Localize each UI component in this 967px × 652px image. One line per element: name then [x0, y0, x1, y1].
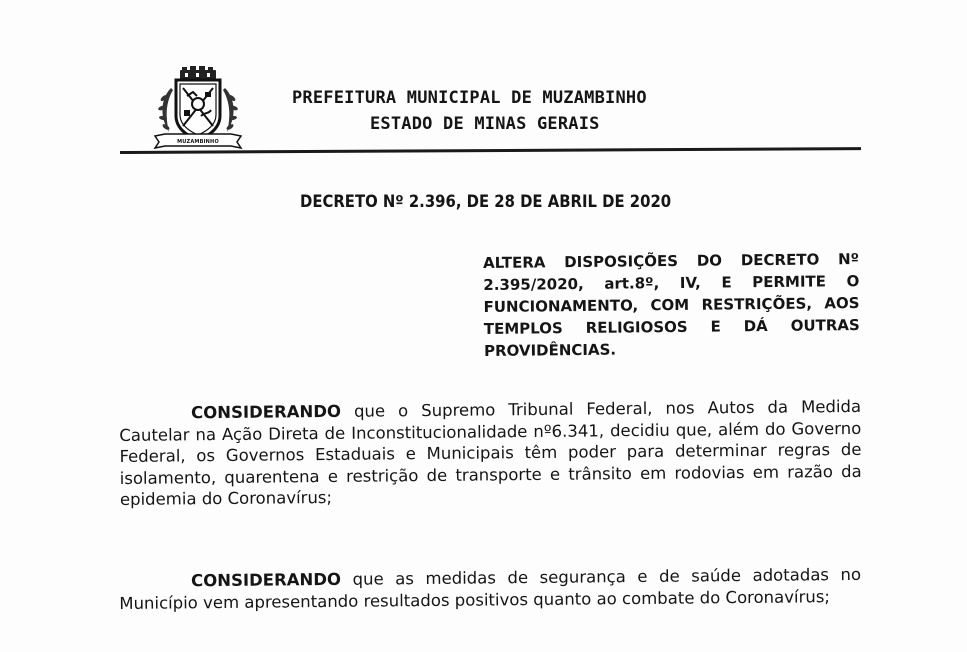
municipal-coat-of-arms-icon	[153, 66, 243, 150]
paragraph-lead: CONSIDERANDO	[191, 569, 342, 591]
decree-title: DECRETO Nº 2.396, DE 28 DE ABRIL DE 2020	[300, 192, 672, 211]
paragraph-lead: CONSIDERANDO	[191, 401, 342, 423]
considerando-paragraph	[119, 564, 861, 614]
paragraph-text: que as medidas de segurança e de saúde adotadas no Município vem apresentando resultados positivos quanto ao combate do Coronavírus;	[119, 564, 862, 613]
municipality-name: PREFEITURA MUNICIPAL DE MUZAMBINHO	[292, 88, 647, 108]
crown	[180, 66, 216, 79]
state-name: ESTADO DE MINAS GERAIS	[370, 114, 600, 134]
decree-summary: ALTERA DISPOSIÇÕES DO DECRETO Nº 2.395/2020, art.8º, IV, E PERMITE O FUNCIONAMENTO, COM RESTRIÇÕES, AOS TEMPLOS RELIGIOSOS E DÁ OUTRAS PROVIDÊNCIAS.	[483, 250, 860, 360]
considerando-paragraph	[119, 396, 862, 511]
paragraph-text: que o Supremo Tribunal Federal, nos Autos da Medida Cautelar na Ação Direta de Inconstitucionalidade nº6.341, decidiu que, além do Governo Federal, os Governos Estaduais e Municipais têm poder para determinar regras de isolamento, quarentena e restrição de transporte e trânsito em rodovias em razão da epidemia do Coronavírus;	[119, 396, 862, 509]
crest-motto: MUZAMBINHO	[177, 139, 219, 145]
